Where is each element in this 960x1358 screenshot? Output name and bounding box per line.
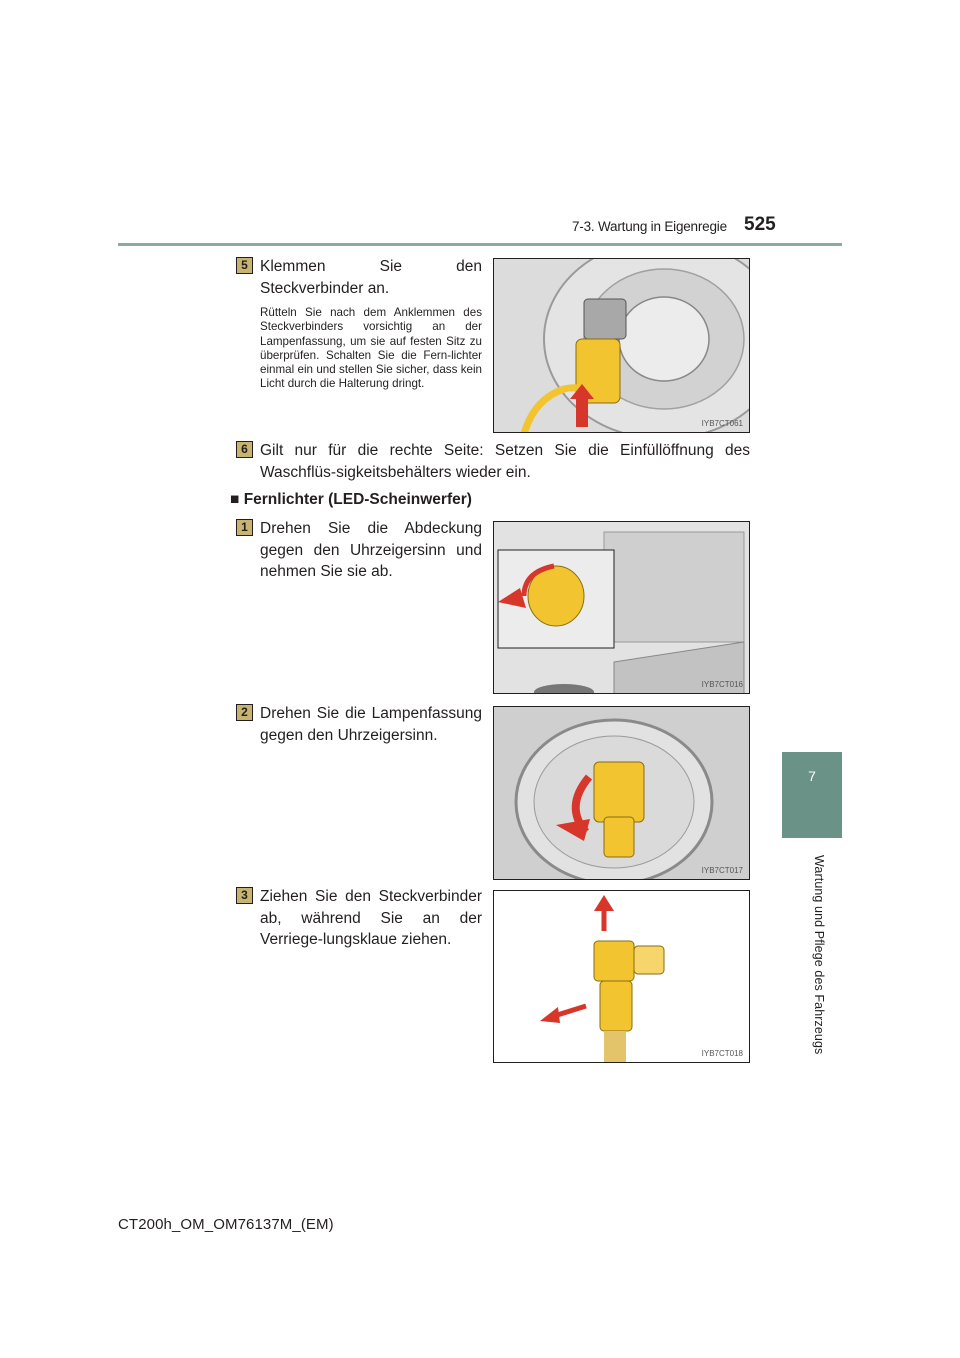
step-number: 1 (236, 519, 253, 536)
square-bullet-icon: ■ (230, 491, 240, 508)
step-number: 6 (236, 441, 253, 458)
step-text: Klemmen Sie den Steckverbinder an. (260, 258, 482, 297)
figure-connector-attach (493, 258, 750, 433)
figure-code: IYB7CT017 (701, 866, 743, 875)
document-code: CT200h_OM_OM76137M_(EM) (118, 1216, 334, 1233)
step-number: 3 (236, 887, 253, 904)
step-text: Drehen Sie die Lampenfassung gegen den Uhrzeigersinn. (260, 705, 482, 744)
chapter-number: 7 (808, 768, 816, 784)
step-note: Rütteln Sie nach dem Anklemmen des Steckverbinders vorsichtig an der Lampenfassung, um sie auf festen Sitz zu überprüfen. Schalten Sie die Fern-lichter einmal ein und stellen Sie sicher, dass kein Licht durch die Halterung dringt. (260, 306, 482, 391)
step-number: 2 (236, 704, 253, 721)
step-text: Ziehen Sie den Steckverbinder ab, während Sie an der Verriege-lungsklaue ziehen. (260, 888, 482, 948)
figure-code: IYB7CT061 (701, 419, 743, 428)
figure-code: IYB7CT016 (701, 680, 743, 689)
section-heading: ■ Fernlichter (LED-Scheinwerfer) (230, 491, 472, 508)
header-rule (118, 243, 842, 246)
cover-illustration (494, 522, 750, 694)
step-text: Drehen Sie die Abdeckung gegen den Uhrzeigersinn und nehmen Sie sie ab. (260, 520, 482, 580)
detach-illustration (494, 891, 750, 1063)
connector-illustration (494, 259, 750, 433)
chapter-title: Wartung und Pflege des Fahrzeugs (812, 855, 826, 1055)
figure-connector-detach (493, 890, 750, 1063)
socket-illustration (494, 707, 750, 880)
figure-socket-rotate (493, 706, 750, 880)
chapter-tab (782, 752, 842, 838)
figure-cover-remove (493, 521, 750, 694)
step-text: Gilt nur für die rechte Seite: Setzen Sie die Einfüllöffnung des Waschflüs-sigkeitsbehälters wieder ein. (260, 442, 750, 481)
step-number: 5 (236, 257, 253, 274)
section-title: 7-3. Wartung in Eigenregie (572, 219, 727, 234)
page-number: 525 (744, 214, 776, 235)
figure-code: IYB7CT018 (701, 1049, 743, 1058)
